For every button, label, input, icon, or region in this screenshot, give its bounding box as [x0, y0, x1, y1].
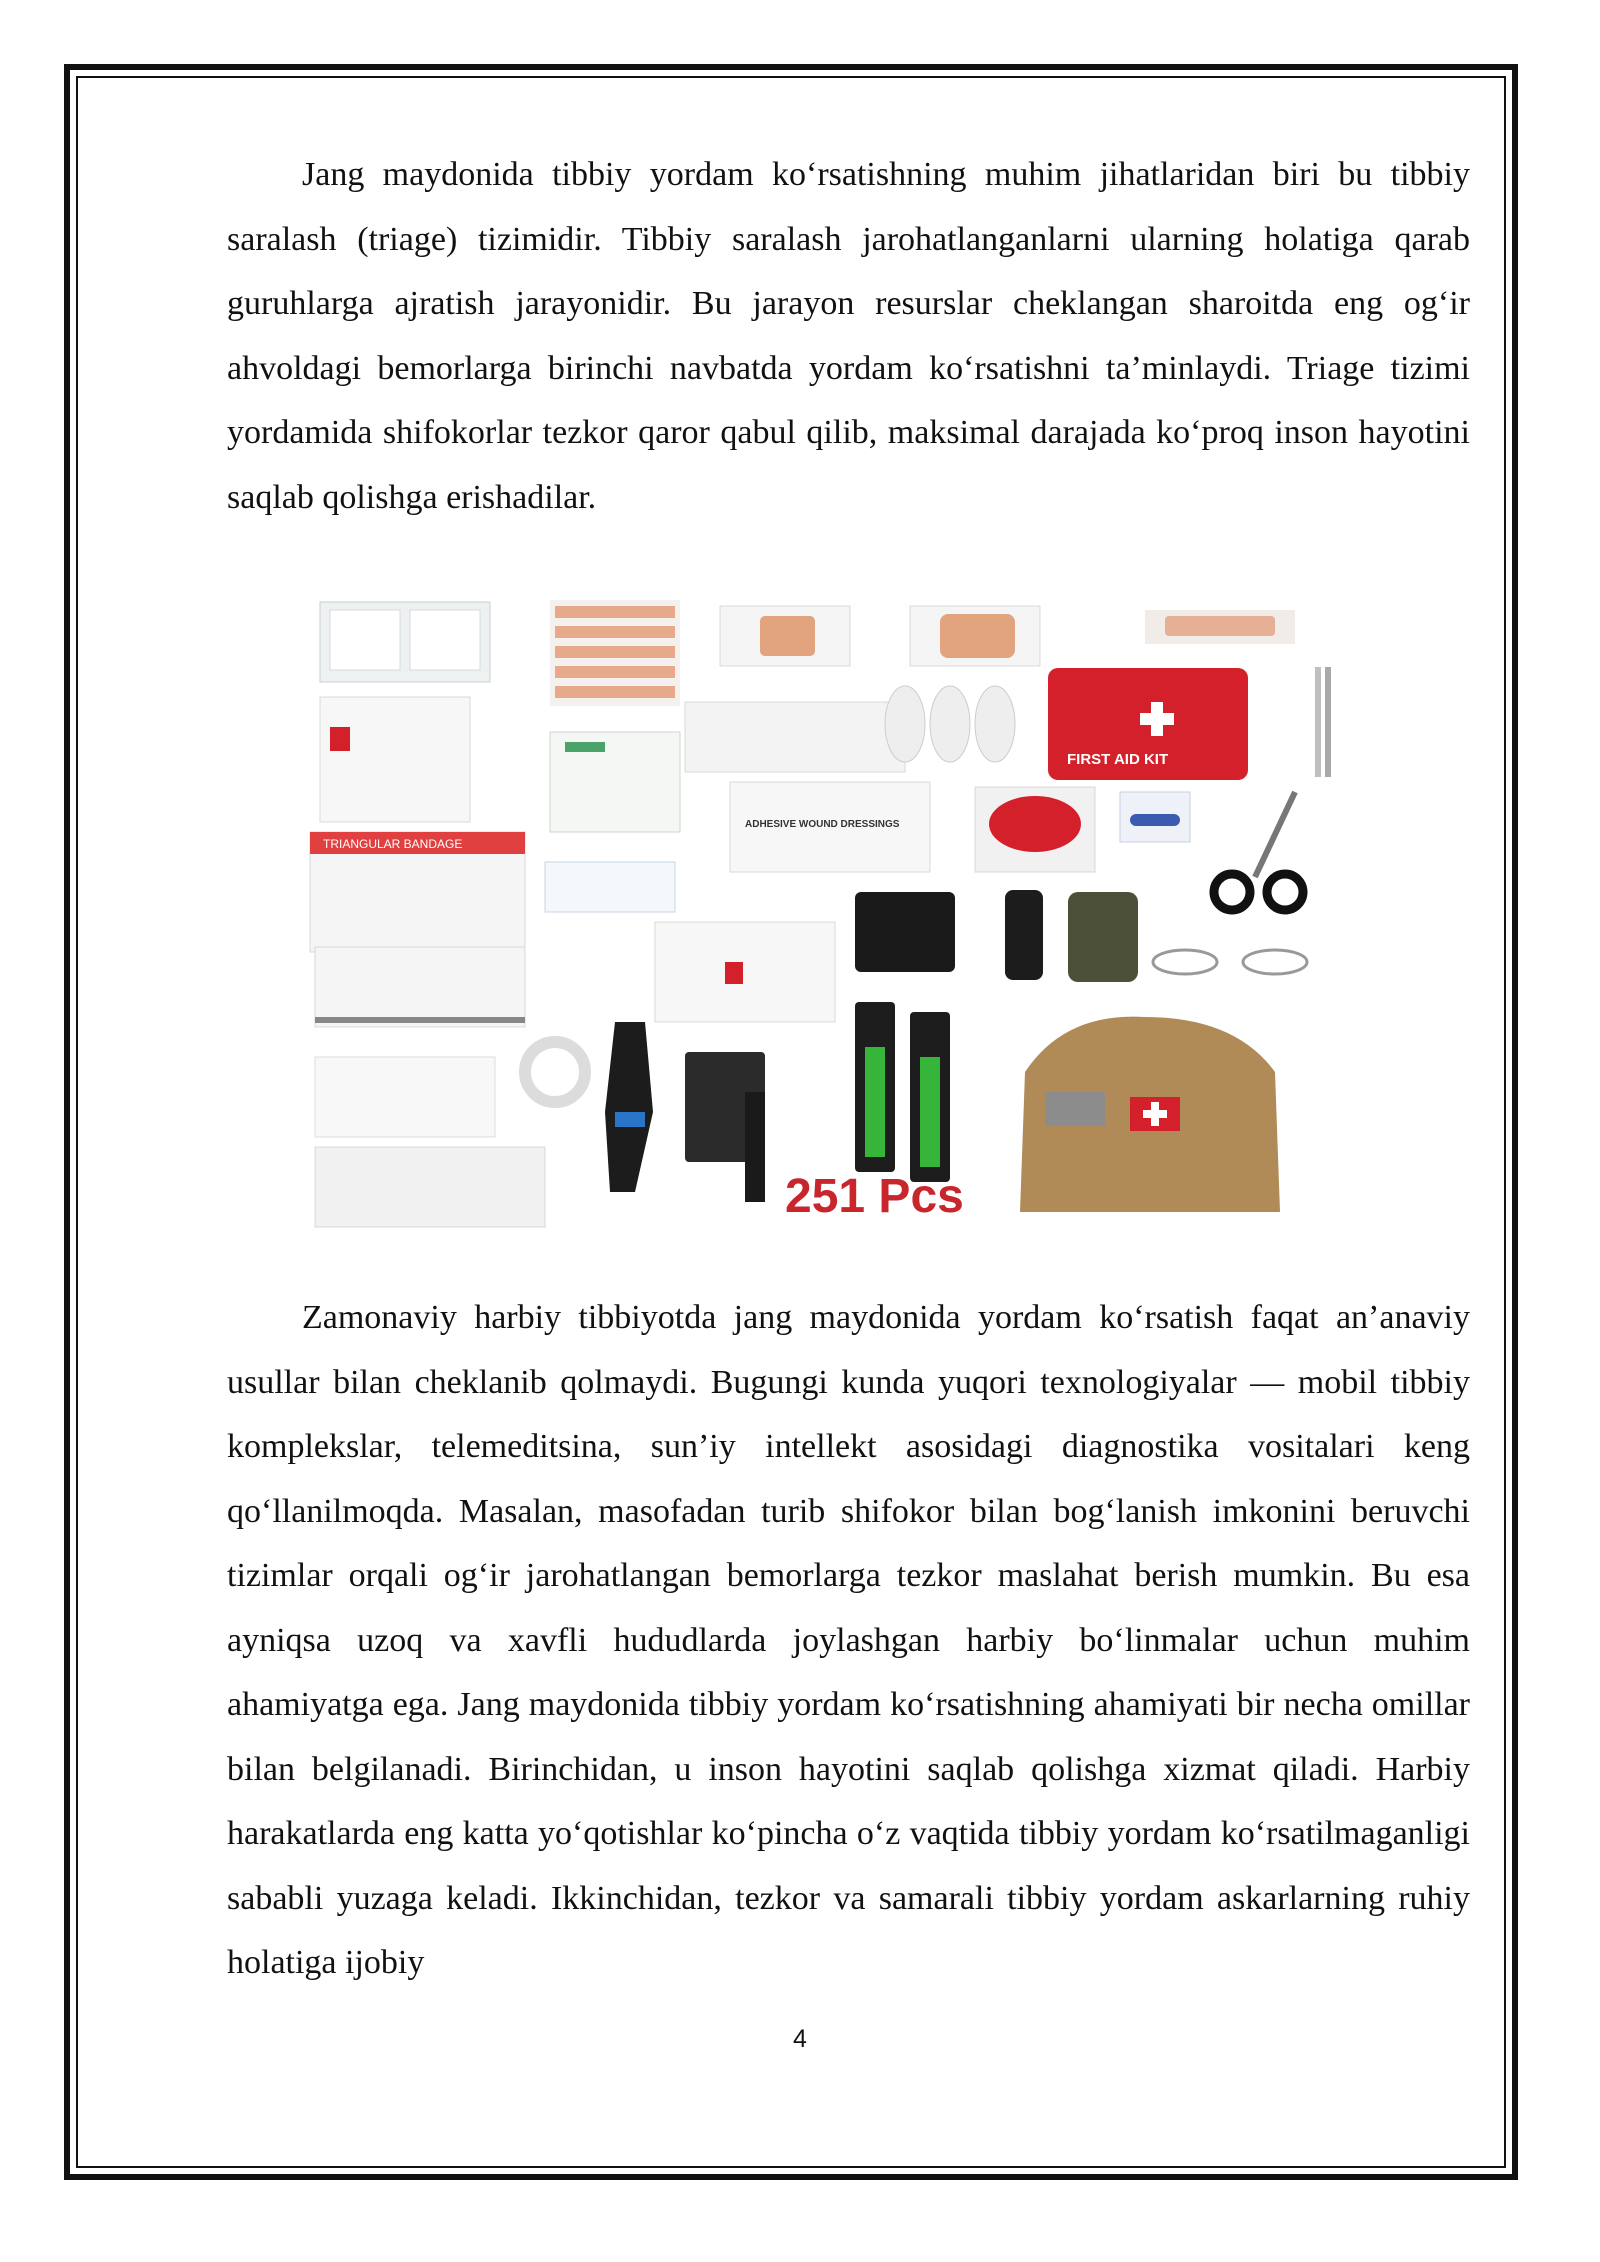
triangular-bandage-item	[310, 832, 525, 952]
burn-dressing-item	[550, 732, 680, 832]
non-woven-pads-item	[685, 702, 905, 772]
count-label: 251 Pcs	[785, 1170, 964, 1223]
earplugs-item	[1120, 792, 1190, 842]
alcohol-pads-item	[315, 1057, 495, 1137]
sterile-dressing-item	[655, 922, 835, 1022]
first-aid-bag-red	[1048, 668, 1248, 780]
cpr-mask-item	[975, 787, 1095, 872]
wet-wipes-item	[315, 1147, 545, 1227]
adhesive-wound-dressings-item	[730, 782, 930, 872]
triangular-label: TRIANGULAR BANDAGE	[323, 837, 463, 851]
flashlight-item	[1005, 890, 1043, 980]
knuckle-bandage-item	[910, 606, 1040, 666]
wound-closure-item	[545, 862, 675, 912]
fingertip-bandage-item	[1145, 610, 1295, 644]
gauze-pads-item	[320, 602, 490, 682]
large-bandage-item	[720, 606, 850, 666]
adhesive-label: ADHESIVE WOUND DRESSINGS	[745, 819, 900, 830]
paragraph-triage: Jang maydonida tibbiy yordam ko‘rsatishning muhim jihatlaridan biri bu tibbiy saralash (triage) tizimidir. Tibbiy saralash jarohatlanganlarni ularning holatiga qarab guruhlarga ajratish jarayonidir. Bu jarayon resurslar cheklangan sharoitda eng og‘ir ahvoldagi bemorlarga birinchi navbatda yordam ko‘rsatishni ta’minlaydi. Triage tizimi yordamida shifokorlar tezkor qaror qabul qilib, maksimal darajada ko‘proq inson hayotini saqlab qolishga erishadilar.	[227, 156, 1470, 516]
trauma-dressing-item	[320, 697, 470, 822]
gauze-sponges-item	[315, 947, 525, 1027]
first-aid-kit-image	[285, 592, 1345, 1228]
paracord-bracelet-item	[1068, 892, 1138, 982]
paragraph-modern-medicine: Zamonaviy harbiy tibbiyotda jang maydonida yordam ko‘rsatish faqat an’anaviy usullar bilan cheklanib qolmaydi. Bugungi kunda yuqori texnologiyalar — mobil tibbiy komplekslar, telemeditsina, sun’iy intellekt asosidagi diagnostika vositalari keng qo‘llanilmoqda. Masalan, masofadan turib shifokor bilan bog‘lanish imkonini beruvchi tizimlar orqali og‘ir jarohatlangan bemorlarga tezkor maslahat berish mumkin. Bu esa ayniqsa uzoq va xavfli hududlarda joylashgan harbiy bo‘linmalar uchun muhim ahamiyatga ega. Jang maydonida tibbiy yordam ko‘rsatishning ahamiyati bir necha omillar bilan belgilanadi. Birinchidan, u inson hayotini saqlab qolishga xizmat qiladi. Harbiy harakatlarda eng katta yo‘qotishlar ko‘pincha o‘z vaqtida tibbiy yordam ko‘rsatilmaganligi sababli yuzaga keladi. Ikkinchidan, tezkor va samarali tibbiy yordam askarlarning ruhiy holatiga ijobiy	[227, 1299, 1470, 1981]
multitool-card-item	[855, 892, 955, 972]
kit-label: FIRST AID KIT	[1067, 751, 1169, 768]
bandage-strips-item	[550, 600, 680, 706]
tactical-bag-item	[1020, 1017, 1280, 1212]
elastic-rolls-item	[885, 686, 1015, 762]
page-number: 4	[793, 2025, 807, 2053]
